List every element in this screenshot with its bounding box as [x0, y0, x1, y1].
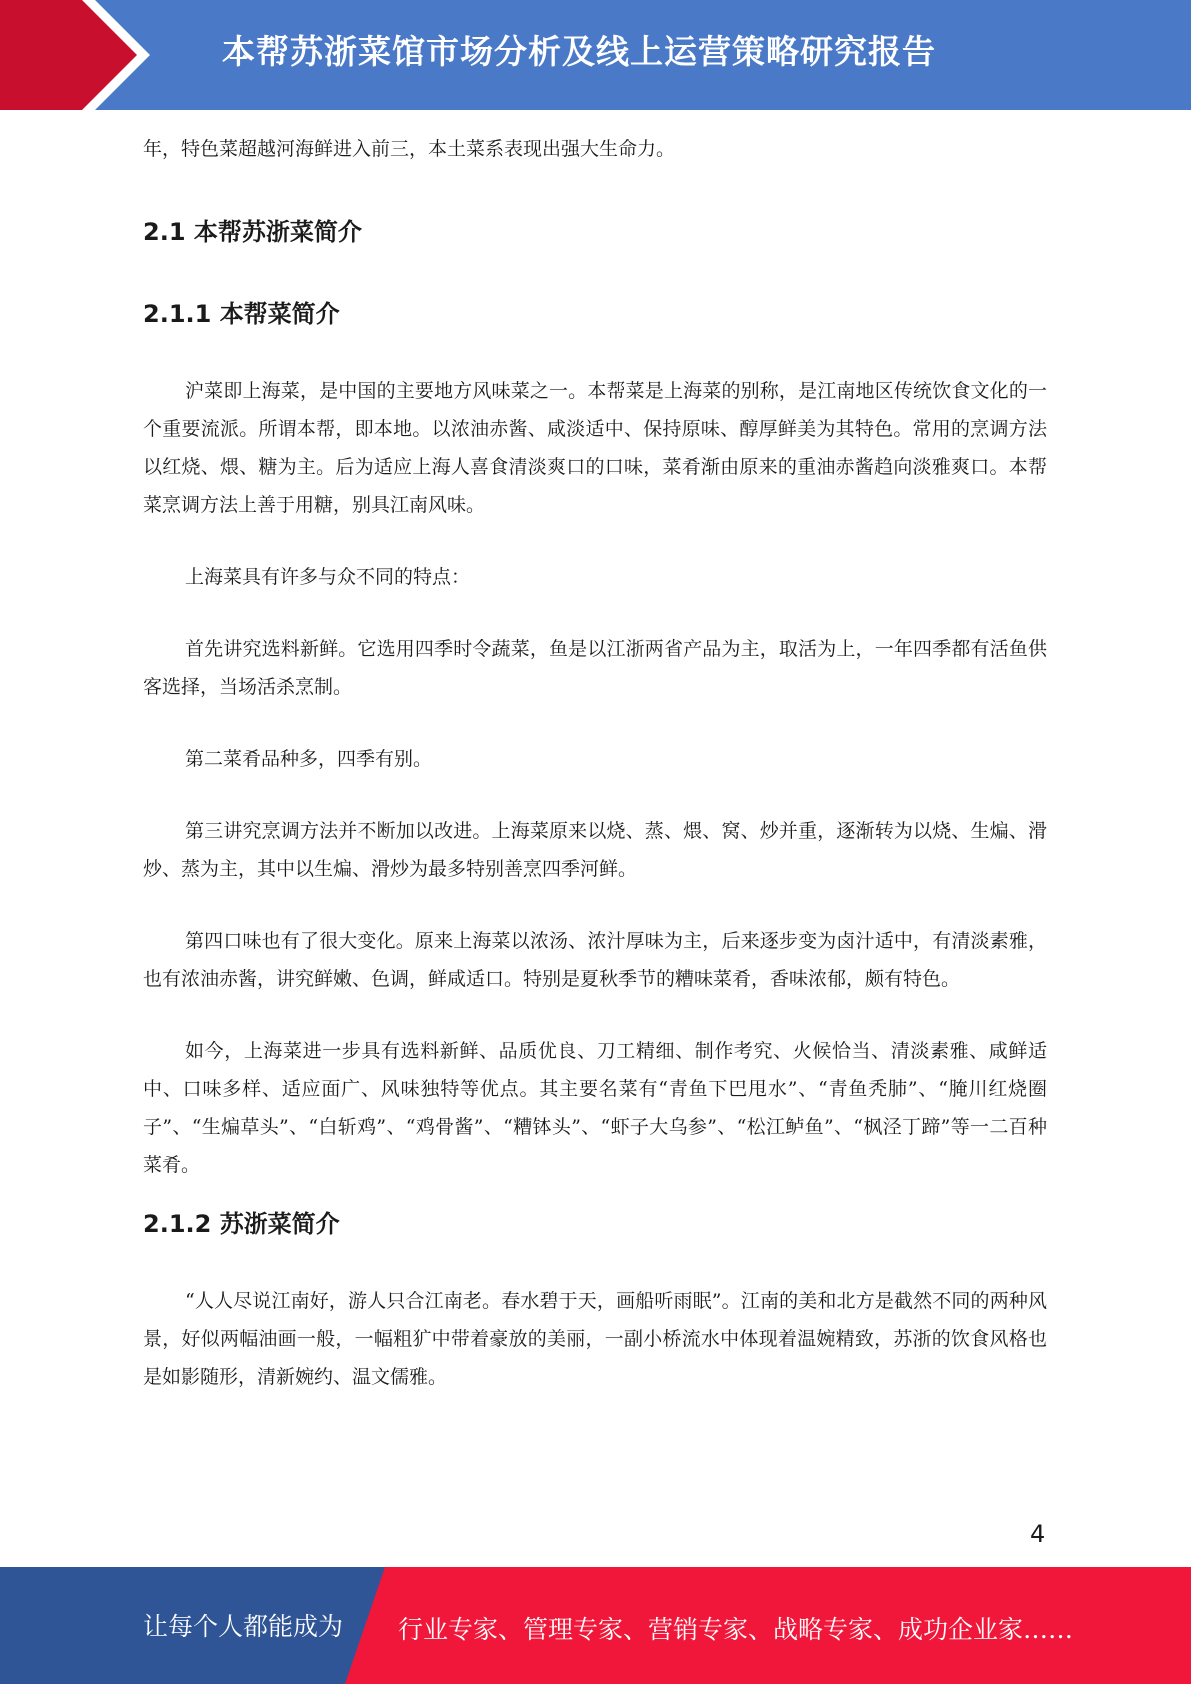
paragraph-jiangnan-intro: “人人尽说江南好，游人只合江南老。春水碧于天，画船听雨眠”。江南的美和北方是截然不同的两种风景，好似两幅油画一般，一幅粗犷中带着豪放的美丽，一副小桥流水中体现着温婉精致，苏浙的饮食风格也是如影随形，清新婉约、温文儒雅。 — [143, 1290, 1047, 1388]
paragraph-feature-2: 第二菜肴品种多，四季有别。 — [185, 748, 433, 770]
paragraph-shanghai-cuisine-intro: 沪菜即上海菜，是中国的主要地方风味菜之一。本帮菜是上海菜的别称，是江南地区传统饮食文化的一个重要流派。所谓本帮，即本地。以浓油赤酱、咸淡适中、保持原味、醇厚鲜美为其特色。常用的烹调方法以红烧、煨、糖为主。后为适应上海人喜食清淡爽口的口味，菜肴渐由原来的重油赤酱趋向淡雅爽口。本帮菜烹调方法上善于用糖，别具江南风味。 — [143, 380, 1047, 516]
page-footer — [0, 1567, 1191, 1684]
subsection-heading-2-1-2: 2.1.2 苏浙菜简介 — [143, 1210, 340, 1238]
paragraph-feature-3: 第三讲究烹调方法并不断加以改进。上海菜原来以烧、蒸、煨、窝、炒并重，逐渐转为以烧、生煸、滑炒、蒸为主，其中以生煸、滑炒为最多特别善烹四季河鲜。 — [143, 820, 1047, 880]
chevron-arrow-icon — [0, 0, 160, 110]
report-title: 本帮苏浙菜馆市场分析及线上运营策略研究报告 — [222, 32, 936, 71]
paragraph-famous-dishes: 如今，上海菜进一步具有选料新鲜、品质优良、刀工精细、制作考究、火候恰当、清淡素雅、咸鲜适中、口味多样、适应面广、风味独特等优点。其主要名菜有“青鱼下巴甩水”、“青鱼秃肺”、“腌川红烧圈子”、“生煸草头”、“白斩鸡”、“鸡骨酱”、“糟钵头”、“虾子大乌参”、“松江鲈鱼”、“枫泾丁蹄”等一二百种菜肴。 — [143, 1040, 1047, 1176]
page-header — [0, 0, 1191, 110]
subsection-heading-2-1-1: 2.1.1 本帮菜简介 — [143, 300, 340, 328]
page-number: 4 — [1030, 1520, 1046, 1548]
paragraph-feature-4: 第四口味也有了很大变化。原来上海菜以浓汤、浓汁厚味为主，后来逐步变为卤汁适中，有清淡素雅，也有浓油赤酱，讲究鲜嫩、色调，鲜咸适口。特别是夏秋季节的糟味菜肴，香味浓郁，颇有特色。 — [143, 930, 1047, 990]
intro-paragraph: 年，特色菜超越河海鲜进入前三，本土菜系表现出强大生命力。 — [143, 138, 676, 160]
footer-slogan-right: 行业专家、管理专家、营销专家、战略专家、成功企业家…… — [398, 1615, 1074, 1644]
section-heading-2-1: 2.1 本帮苏浙菜简介 — [143, 218, 362, 246]
footer-slogan-left: 让每个人都能成为 — [143, 1612, 344, 1641]
document-body — [143, 130, 1047, 1396]
paragraph-feature-1: 首先讲究选料新鲜。它选用四季时令蔬菜，鱼是以江浙两省产品为主，取活为上，一年四季都有活鱼供客选择，当场活杀烹制。 — [143, 638, 1047, 698]
paragraph-features-lead: 上海菜具有许多与众不同的特点： — [185, 566, 471, 588]
